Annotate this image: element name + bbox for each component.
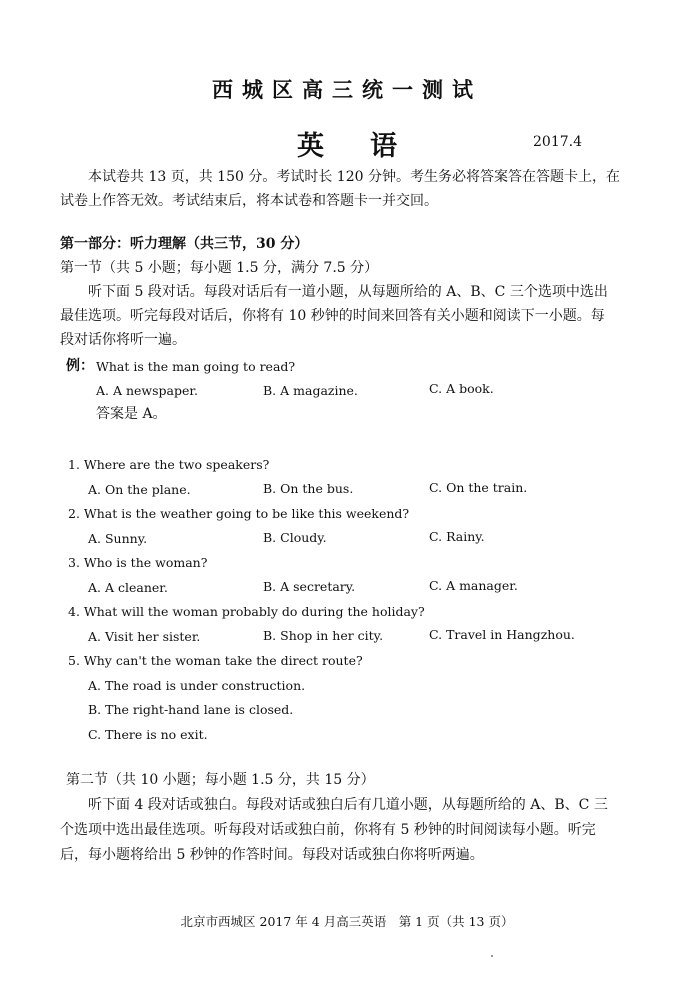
section2-instruction-2: 个选项中选出最佳选项。听每段对话或独白前，你将有 5 秒钟的时间阅读每小题。听完: [60, 822, 596, 838]
example-option-a: A. A newspaper.: [96, 383, 198, 398]
page-footer: 北京市西城区 2017 年 4 月高三英语 第 1 页（共 13 页）: [180, 914, 514, 929]
question-3-option-b: B. A secretary.: [263, 579, 356, 594]
question-4: 4. What will the woman probably do during the holiday?: [68, 604, 425, 619]
question-5-option-a: A. The road is under construction.: [88, 678, 306, 693]
section2-instruction-1: 听下面 4 段对话或独白。每段对话或独白后有几道小题，从每题所给的 A、B、C 三: [88, 797, 608, 813]
question-2-option-a: A. Sunny.: [88, 531, 148, 546]
question-4-option-c: C. Travel in Hangzhou.: [429, 627, 575, 642]
question-4-option-b: B. Shop in her city.: [263, 628, 384, 643]
question-4-option-a: A. Visit her sister.: [88, 629, 201, 644]
subject-title: 英语: [297, 131, 443, 162]
exam-title: 西城区高三统一测试: [212, 77, 482, 102]
section1-instruction-1: 听下面 5 段对话。每段对话后有一道小题，从每题所给的 A、B、C 三个选项中选出: [88, 284, 608, 300]
part1-heading: 第一部分：听力理解（共三节，30 分）: [60, 236, 309, 252]
scan-speck: [491, 955, 493, 957]
intro-line-2: 试卷上作答无效。考试结束后，将本试卷和答题卡一并交回。: [60, 193, 438, 209]
question-2: 2. What is the weather going to be like this weekend?: [68, 506, 410, 521]
example-option-c: C. A book.: [429, 381, 494, 396]
question-3-option-c: C. A manager.: [429, 578, 518, 593]
question-5-option-c: C. There is no exit.: [88, 727, 208, 742]
section1-instruction-2: 最佳选项。听完每段对话后，你将有 10 秒钟的时间来回答有关小题和阅读下一小题。每: [60, 308, 605, 324]
question-2-option-b: B. Cloudy.: [263, 530, 327, 545]
question-1: 1. Where are the two speakers?: [68, 457, 270, 472]
section1-instruction-3: 段对话你将听一遍。: [60, 332, 186, 348]
section2-heading: 第二节（共 10 小题；每小题 1.5 分，共 15 分）: [66, 772, 375, 788]
question-5: 5. Why can't the woman take the direct route?: [68, 653, 363, 668]
intro-line-1: 本试卷共 13 页，共 150 分。考试时长 120 分钟。考生务必将答案答在答题卡上，在: [88, 169, 620, 185]
section2-instruction-3: 后，每小题将给出 5 秒钟的作答时间。每段对话或独白你将听两遍。: [60, 847, 484, 863]
example-question: What is the man going to read?: [96, 359, 296, 374]
question-1-option-a: A. On the plane.: [88, 482, 191, 497]
question-1-option-c: C. On the train.: [429, 480, 528, 495]
exam-date: 2017.4: [533, 134, 582, 150]
question-1-option-b: B. On the bus.: [263, 481, 354, 496]
question-3: 3. Who is the woman?: [68, 555, 208, 570]
example-answer: 答案是 A。: [96, 406, 167, 422]
question-3-option-a: A. A cleaner.: [88, 580, 168, 595]
example-option-b: B. A magazine.: [263, 383, 358, 398]
question-2-option-c: C. Rainy.: [429, 529, 485, 544]
example-label: 例：: [66, 358, 94, 374]
question-5-option-b: B. The right-hand lane is closed.: [88, 702, 294, 717]
section1-heading: 第一节（共 5 小题；每小题 1.5 分，满分 7.5 分）: [60, 260, 379, 276]
